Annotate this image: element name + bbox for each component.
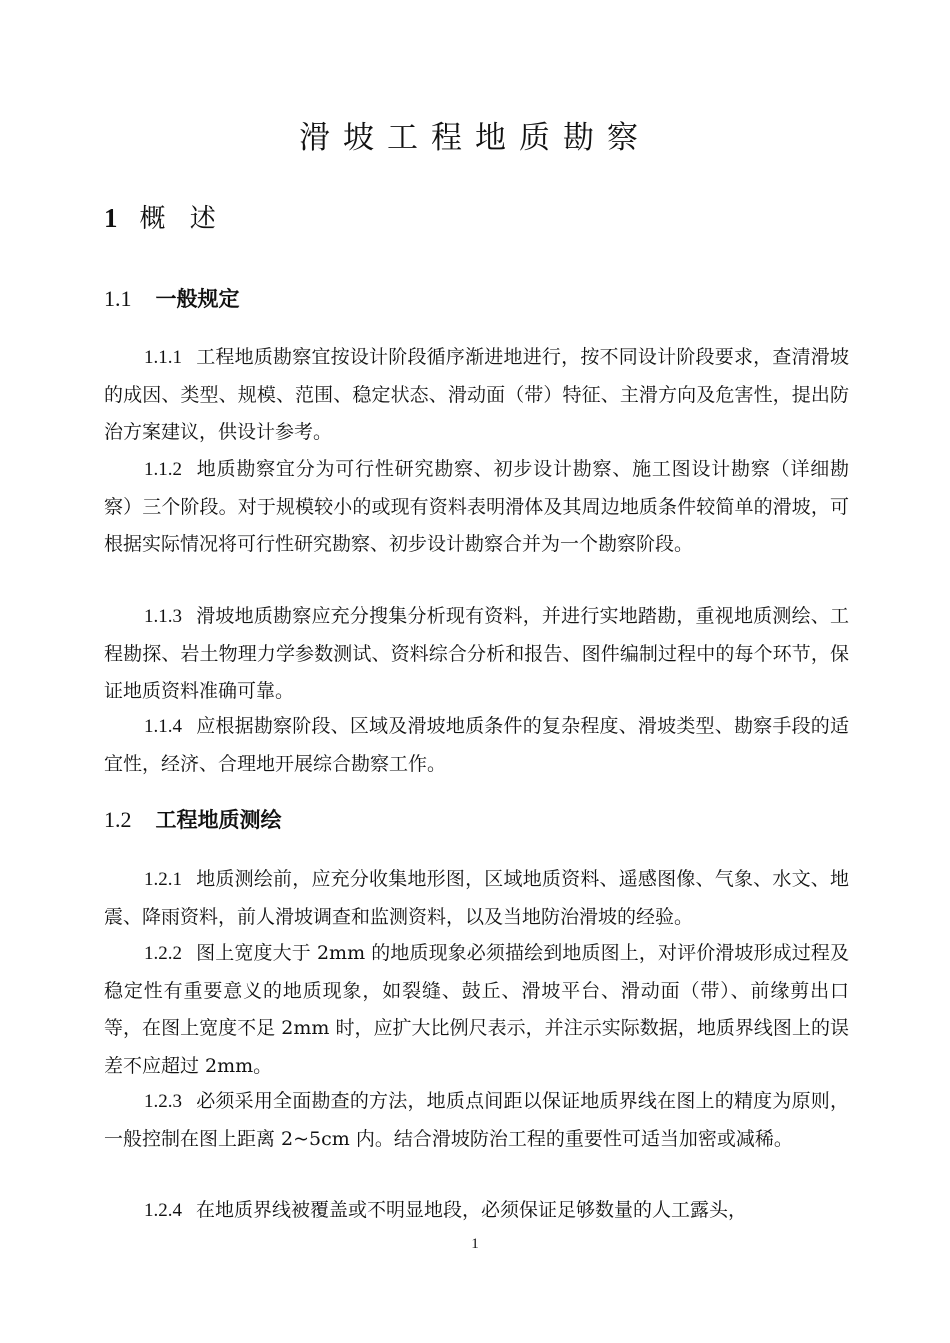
clause-text: 滑坡地质勘察应充分搜集分析现有资料，并进行实地踏勘，重视地质测绘、工程勘探、岩土物理力学参数测试、资料综合分析和报告、图件编制过程中的每个环节，保证地质资料准确可靠。 bbox=[104, 605, 849, 702]
chapter-title: 概 述 bbox=[139, 204, 224, 234]
clause-number: 1.1.2 bbox=[144, 459, 182, 480]
clause-paragraph bbox=[104, 861, 849, 936]
clause-paragraph bbox=[104, 1192, 849, 1230]
document-title: 滑坡工程地质勘察 bbox=[299, 120, 651, 156]
clause-text: 工程地质勘察宜按设计阶段循序渐进地进行，按不同设计阶段要求，查清滑坡的成因、类型、规模、范围、稳定状态、滑动面（带）特征、主滑方向及危害性，提出防治方案建议，供设计参考。 bbox=[104, 346, 849, 443]
clause-paragraph bbox=[104, 598, 849, 711]
clause-number: 1.2.4 bbox=[144, 1200, 182, 1221]
section-heading bbox=[104, 283, 240, 313]
chapter-number: 1 bbox=[104, 203, 118, 233]
clause-text: 应根据勘察阶段、区域及滑坡地质条件的复杂程度、滑坡类型、勘察手段的适宜性，经济、合理地开展综合勘察工作。 bbox=[104, 715, 849, 775]
clause-text: 地质勘察宜分为可行性研究勘察、初步设计勘察、施工图设计勘察（详细勘察）三个阶段。对于规模较小的或现有资料表明滑体及其周边地质条件较简单的滑坡，可根据实际情况将可行性研究勘察、初步设计勘察合并为一个勘察阶段。 bbox=[104, 458, 849, 555]
clause-number: 1.2.1 bbox=[144, 869, 182, 890]
section-number: 1.1 bbox=[104, 286, 132, 311]
chapter-heading bbox=[104, 198, 224, 235]
clause-paragraph bbox=[104, 935, 849, 1085]
section-heading bbox=[104, 804, 282, 834]
section-title: 一般规定 bbox=[155, 287, 240, 311]
clause-text: 图上宽度大于 2mm 的地质现象必须描绘到地质图上，对评价滑坡形成过程及稳定性有重要意义的地质现象，如裂缝、鼓丘、滑坡平台、滑动面（带）、前缘剪出口等，在图上宽度不足 2mm 时，应扩大比例尺表示，并注示实际数据，地质界线图上的误差不应超过 2mm。 bbox=[104, 942, 849, 1077]
clause-number: 1.1.4 bbox=[144, 716, 182, 737]
clause-text: 在地质界线被覆盖或不明显地段，必须保证足够数量的人工露头， bbox=[196, 1199, 748, 1221]
page-number: 1 bbox=[471, 1236, 479, 1252]
clause-text: 地质测绘前，应充分收集地形图，区域地质资料、遥感图像、气象、水文、地震、降雨资料，前人滑坡调查和监测资料，以及当地防治滑坡的经验。 bbox=[104, 868, 849, 928]
clause-paragraph bbox=[104, 451, 849, 564]
clause-text: 必须采用全面勘查的方法，地质点间距以保证地质界线在图上的精度为原则，一般控制在图上距离 2~5cm 内。结合滑坡防治工程的重要性可适当加密或减稀。 bbox=[104, 1090, 849, 1150]
section-number: 1.2 bbox=[104, 807, 132, 832]
section-title: 工程地质测绘 bbox=[155, 808, 282, 832]
clause-number: 1.1.3 bbox=[144, 606, 182, 627]
clause-paragraph bbox=[104, 708, 849, 783]
clause-number: 1.2.2 bbox=[144, 943, 182, 964]
clause-paragraph bbox=[104, 1083, 849, 1158]
clause-number: 1.1.1 bbox=[144, 347, 182, 368]
clause-paragraph bbox=[104, 339, 849, 452]
clause-number: 1.2.3 bbox=[144, 1091, 182, 1112]
